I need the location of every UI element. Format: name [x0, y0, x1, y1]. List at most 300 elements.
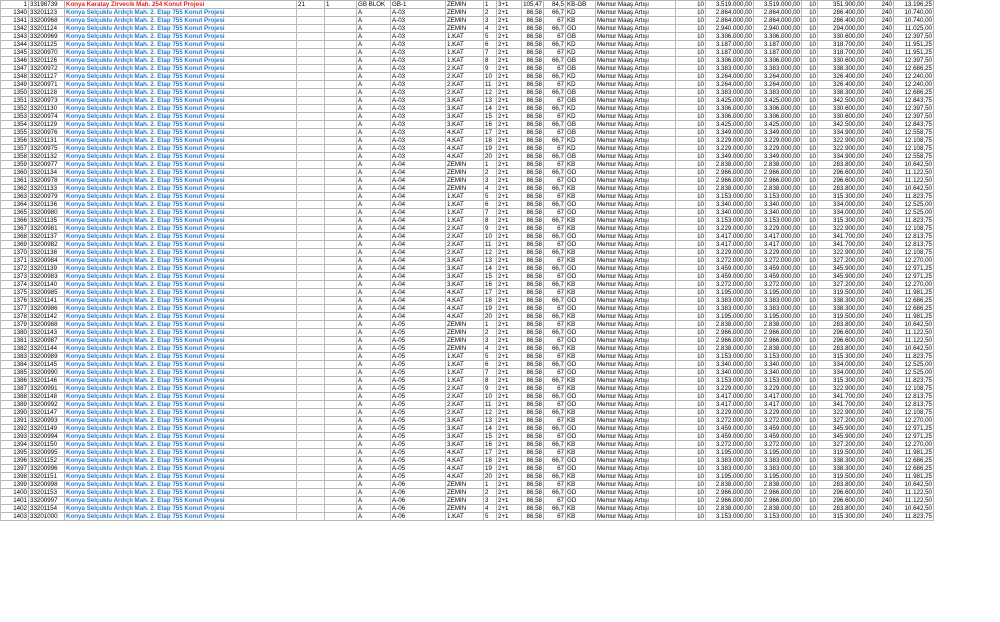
pesinat-oran[interactable]: 10 — [802, 49, 818, 57]
brut-m2[interactable]: 86,58 — [522, 353, 544, 361]
net-m2[interactable]: 67 — [544, 113, 566, 121]
cell-c4[interactable] — [325, 505, 357, 513]
project-name[interactable]: Konya Selçuklu Ardıçlı Mah. 2. Etap 755 Konut Projesi — [65, 17, 297, 25]
cephe[interactable]: KB — [566, 321, 596, 329]
unit-code[interactable]: 33201143 — [29, 329, 65, 337]
pesinat-tutar[interactable]: 283.800,00 — [818, 481, 866, 489]
taksit-tutar[interactable]: 11.981,25 — [894, 313, 934, 321]
sozlesme-turu[interactable]: Memur Maaş Artışı — [596, 1, 676, 9]
unit-code[interactable]: 33201145 — [29, 361, 65, 369]
row-number[interactable]: 1349 — [1, 81, 29, 89]
brut-m2[interactable]: 86,58 — [522, 137, 544, 145]
sozlesme-turu[interactable]: Memur Maaş Artışı — [596, 185, 676, 193]
kalan-tutar[interactable]: 3.383.000,00 — [754, 65, 802, 73]
taksit-sayisi[interactable]: 240 — [866, 497, 894, 505]
blok[interactable]: A-04 — [391, 305, 446, 313]
satis-fiyati[interactable]: 2.838.000,00 — [706, 161, 754, 169]
unit-code[interactable]: 33200973 — [29, 97, 65, 105]
daire-no[interactable]: 6 — [484, 361, 497, 369]
oda-sayisi[interactable]: 2+1 — [497, 313, 522, 321]
taksit[interactable]: 10 — [676, 449, 706, 457]
sozlesme-turu[interactable]: Memur Maaş Artışı — [596, 217, 676, 225]
pesinat-oran[interactable]: 10 — [802, 17, 818, 25]
cephe[interactable]: GD — [566, 201, 596, 209]
cell-c3[interactable] — [297, 305, 325, 313]
kat[interactable]: 3.KAT — [446, 417, 484, 425]
blok-label[interactable]: A — [357, 57, 391, 65]
brut-m2[interactable]: 86,58 — [522, 425, 544, 433]
taksit-sayisi[interactable]: 240 — [866, 393, 894, 401]
cell-c4[interactable] — [325, 209, 357, 217]
taksit[interactable]: 10 — [676, 473, 706, 481]
satis-fiyati[interactable]: 2.864.000,00 — [706, 17, 754, 25]
brut-m2[interactable]: 86,58 — [522, 185, 544, 193]
kalan-tutar[interactable]: 3.229.000,00 — [754, 409, 802, 417]
taksit-tutar[interactable]: 10.740,00 — [894, 17, 934, 25]
unit-code[interactable]: 33201129 — [29, 121, 65, 129]
kalan-tutar[interactable]: 3.383.000,00 — [754, 297, 802, 305]
brut-m2[interactable]: 86,58 — [522, 241, 544, 249]
cell-c4[interactable] — [325, 409, 357, 417]
cell-c3[interactable] — [297, 209, 325, 217]
sozlesme-turu[interactable]: Memur Maaş Artışı — [596, 505, 676, 513]
sozlesme-turu[interactable]: Memur Maaş Artışı — [596, 177, 676, 185]
pesinat-oran[interactable]: 10 — [802, 361, 818, 369]
pesinat-tutar[interactable]: 283.800,00 — [818, 161, 866, 169]
daire-no[interactable]: 1 — [484, 161, 497, 169]
cell-c4[interactable] — [325, 425, 357, 433]
oda-sayisi[interactable]: 2+1 — [497, 457, 522, 465]
taksit-tutar[interactable]: 11.981,25 — [894, 473, 934, 481]
cell-c3[interactable] — [297, 281, 325, 289]
kat[interactable]: 2.KAT — [446, 65, 484, 73]
project-name[interactable]: Konya Selçuklu Ardıçlı Mah. 2. Etap 755 Konut Projesi — [65, 257, 297, 265]
pesinat-tutar[interactable]: 345.900,00 — [818, 433, 866, 441]
satis-fiyati[interactable]: 3.349.000,00 — [706, 153, 754, 161]
unit-code[interactable]: 33201127 — [29, 73, 65, 81]
brut-m2[interactable]: 86,58 — [522, 457, 544, 465]
satis-fiyati[interactable]: 2.838.000,00 — [706, 185, 754, 193]
blok[interactable]: A-03 — [391, 33, 446, 41]
taksit[interactable]: 10 — [676, 465, 706, 473]
brut-m2[interactable]: 86,58 — [522, 9, 544, 17]
blok-label[interactable]: A — [357, 33, 391, 41]
oda-sayisi[interactable]: 2+1 — [497, 369, 522, 377]
cephe[interactable]: KB — [566, 161, 596, 169]
net-m2[interactable]: 66,7 — [544, 73, 566, 81]
brut-m2[interactable]: 86,58 — [522, 361, 544, 369]
cell-c4[interactable] — [325, 353, 357, 361]
taksit[interactable]: 10 — [676, 129, 706, 137]
cephe[interactable]: GD — [566, 489, 596, 497]
taksit[interactable]: 10 — [676, 361, 706, 369]
oda-sayisi[interactable]: 2+1 — [497, 497, 522, 505]
taksit-tutar[interactable]: 12.108,75 — [894, 409, 934, 417]
row-number[interactable]: 1358 — [1, 153, 29, 161]
satis-fiyati[interactable]: 3.425.000,00 — [706, 97, 754, 105]
satis-fiyati[interactable]: 3.187.000,00 — [706, 49, 754, 57]
cephe[interactable]: KB — [566, 249, 596, 257]
row-number[interactable]: 1352 — [1, 105, 29, 113]
project-name[interactable]: Konya Selçuklu Ardıçlı Mah. 2. Etap 755 Konut Projesi — [65, 457, 297, 465]
unit-code[interactable]: 33201137 — [29, 233, 65, 241]
kat[interactable]: 2.KAT — [446, 385, 484, 393]
kat[interactable]: 2.KAT — [446, 241, 484, 249]
brut-m2[interactable]: 86,58 — [522, 289, 544, 297]
taksit-sayisi[interactable]: 240 — [866, 121, 894, 129]
daire-no[interactable]: 8 — [484, 217, 497, 225]
cell-c4[interactable]: 1 — [325, 1, 357, 9]
pesinat-tutar[interactable]: 330.600,00 — [818, 33, 866, 41]
sozlesme-turu[interactable]: Memur Maaş Artışı — [596, 281, 676, 289]
project-name[interactable]: Konya Selçuklu Ardıçlı Mah. 2. Etap 755 Konut Projesi — [65, 393, 297, 401]
taksit-tutar[interactable]: 12.397,50 — [894, 57, 934, 65]
blok-label[interactable]: A — [357, 257, 391, 265]
daire-no[interactable]: 5 — [484, 193, 497, 201]
taksit-sayisi[interactable]: 240 — [866, 97, 894, 105]
taksit-sayisi[interactable]: 240 — [866, 1, 894, 9]
taksit-sayisi[interactable]: 240 — [866, 41, 894, 49]
net-m2[interactable]: 66,7 — [544, 249, 566, 257]
cell-c3[interactable] — [297, 33, 325, 41]
satis-fiyati[interactable]: 3.417.000,00 — [706, 401, 754, 409]
cell-c3[interactable] — [297, 321, 325, 329]
blok-label[interactable]: A — [357, 385, 391, 393]
cephe[interactable]: KB — [566, 449, 596, 457]
cell-c3[interactable] — [297, 481, 325, 489]
daire-no[interactable]: 1 — [484, 1, 497, 9]
cell-c4[interactable] — [325, 497, 357, 505]
kat[interactable]: ZEMİN — [446, 505, 484, 513]
taksit-sayisi[interactable]: 240 — [866, 57, 894, 65]
daire-no[interactable]: 18 — [484, 457, 497, 465]
kalan-tutar[interactable]: 3.153.000,00 — [754, 513, 802, 521]
kat[interactable]: ZEMİN — [446, 1, 484, 9]
satis-fiyati[interactable]: 3.229.000,00 — [706, 145, 754, 153]
kat[interactable]: 4.KAT — [446, 473, 484, 481]
satis-fiyati[interactable]: 3.306.000,00 — [706, 105, 754, 113]
net-m2[interactable]: 67 — [544, 353, 566, 361]
taksit-sayisi[interactable]: 240 — [866, 89, 894, 97]
kat[interactable]: 4.KAT — [446, 465, 484, 473]
oda-sayisi[interactable]: 2+1 — [497, 57, 522, 65]
cell-c3[interactable] — [297, 225, 325, 233]
project-name[interactable]: Konya Selçuklu Ardıçlı Mah. 2. Etap 755 Konut Projesi — [65, 193, 297, 201]
cell-c3[interactable] — [297, 97, 325, 105]
taksit-tutar[interactable]: 12.971,25 — [894, 425, 934, 433]
net-m2[interactable]: 67 — [544, 65, 566, 73]
pesinat-oran[interactable]: 10 — [802, 329, 818, 337]
pesinat-oran[interactable]: 10 — [802, 89, 818, 97]
cell-c3[interactable] — [297, 361, 325, 369]
net-m2[interactable]: 66,7 — [544, 329, 566, 337]
row-number[interactable]: 1384 — [1, 361, 29, 369]
kat[interactable]: 2.KAT — [446, 89, 484, 97]
kat[interactable]: ZEMİN — [446, 489, 484, 497]
kat[interactable]: 1.KAT — [446, 33, 484, 41]
unit-code[interactable]: 33200980 — [29, 209, 65, 217]
brut-m2[interactable]: 86,58 — [522, 249, 544, 257]
taksit-tutar[interactable]: 12.108,75 — [894, 249, 934, 257]
blok[interactable]: A-06 — [391, 497, 446, 505]
daire-no[interactable]: 20 — [484, 313, 497, 321]
sozlesme-turu[interactable]: Memur Maaş Artışı — [596, 57, 676, 65]
satis-fiyati[interactable]: 3.349.000,00 — [706, 129, 754, 137]
taksit[interactable]: 10 — [676, 17, 706, 25]
row-number[interactable]: 1370 — [1, 249, 29, 257]
pesinat-oran[interactable]: 10 — [802, 449, 818, 457]
taksit-tutar[interactable]: 12.108,75 — [894, 225, 934, 233]
taksit[interactable]: 10 — [676, 137, 706, 145]
daire-no[interactable]: 5 — [484, 513, 497, 521]
pesinat-oran[interactable]: 10 — [802, 273, 818, 281]
daire-no[interactable]: 10 — [484, 73, 497, 81]
brut-m2[interactable]: 86,58 — [522, 433, 544, 441]
kat[interactable]: 2.KAT — [446, 249, 484, 257]
pesinat-oran[interactable]: 10 — [802, 297, 818, 305]
sozlesme-turu[interactable]: Memur Maaş Artışı — [596, 169, 676, 177]
taksit-sayisi[interactable]: 240 — [866, 425, 894, 433]
kalan-tutar[interactable]: 3.195.000,00 — [754, 449, 802, 457]
unit-code[interactable]: 33200978 — [29, 177, 65, 185]
blok-label[interactable]: A — [357, 9, 391, 17]
row-number[interactable]: 1390 — [1, 409, 29, 417]
row-number[interactable]: 1380 — [1, 329, 29, 337]
blok[interactable]: A-04 — [391, 281, 446, 289]
taksit-sayisi[interactable]: 240 — [866, 81, 894, 89]
sozlesme-turu[interactable]: Memur Maaş Artışı — [596, 257, 676, 265]
taksit-sayisi[interactable]: 240 — [866, 297, 894, 305]
unit-code[interactable]: 33200986 — [29, 305, 65, 313]
daire-no[interactable]: 7 — [484, 369, 497, 377]
net-m2[interactable]: 66,7 — [544, 345, 566, 353]
oda-sayisi[interactable]: 2+1 — [497, 409, 522, 417]
satis-fiyati[interactable]: 2.966.000,00 — [706, 337, 754, 345]
pesinat-tutar[interactable]: 322.900,00 — [818, 385, 866, 393]
cell-c3[interactable] — [297, 177, 325, 185]
project-name[interactable]: Konya Selçuklu Ardıçlı Mah. 2. Etap 755 Konut Projesi — [65, 73, 297, 81]
net-m2[interactable]: 67 — [544, 257, 566, 265]
pesinat-oran[interactable]: 10 — [802, 209, 818, 217]
row-number[interactable]: 1398 — [1, 473, 29, 481]
kat[interactable]: 2.KAT — [446, 81, 484, 89]
kat[interactable]: 2.KAT — [446, 409, 484, 417]
cephe[interactable]: KB — [566, 281, 596, 289]
brut-m2[interactable]: 86,58 — [522, 345, 544, 353]
kalan-tutar[interactable]: 3.187.000,00 — [754, 41, 802, 49]
kalan-tutar[interactable]: 3.340.000,00 — [754, 201, 802, 209]
taksit[interactable]: 10 — [676, 513, 706, 521]
satis-fiyati[interactable]: 2.838.000,00 — [706, 481, 754, 489]
blok[interactable]: A-04 — [391, 313, 446, 321]
sozlesme-turu[interactable]: Memur Maaş Artışı — [596, 393, 676, 401]
taksit[interactable]: 10 — [676, 201, 706, 209]
unit-code[interactable]: 33201141 — [29, 297, 65, 305]
brut-m2[interactable]: 86,58 — [522, 73, 544, 81]
daire-no[interactable]: 14 — [484, 425, 497, 433]
daire-no[interactable]: 11 — [484, 241, 497, 249]
kat[interactable]: 1.KAT — [446, 201, 484, 209]
kalan-tutar[interactable]: 3.187.000,00 — [754, 49, 802, 57]
pesinat-oran[interactable]: 10 — [802, 497, 818, 505]
net-m2[interactable]: 66,7 — [544, 137, 566, 145]
blok[interactable]: A-05 — [391, 393, 446, 401]
net-m2[interactable]: 66,7 — [544, 377, 566, 385]
daire-no[interactable]: 5 — [484, 33, 497, 41]
daire-no[interactable]: 3 — [484, 497, 497, 505]
cephe[interactable]: KD — [566, 113, 596, 121]
blok[interactable]: A-03 — [391, 153, 446, 161]
brut-m2[interactable]: 86,58 — [522, 81, 544, 89]
sozlesme-turu[interactable]: Memur Maaş Artışı — [596, 305, 676, 313]
cephe[interactable]: GB — [566, 153, 596, 161]
brut-m2[interactable]: 86,58 — [522, 393, 544, 401]
taksit-sayisi[interactable]: 240 — [866, 457, 894, 465]
row-number[interactable]: 1388 — [1, 393, 29, 401]
net-m2[interactable]: 66,7 — [544, 169, 566, 177]
cephe[interactable]: KB — [566, 473, 596, 481]
daire-no[interactable]: 19 — [484, 145, 497, 153]
project-name[interactable]: Konya Selçuklu Ardıçlı Mah. 2. Etap 755 Konut Projesi — [65, 145, 297, 153]
cephe[interactable]: GD — [566, 265, 596, 273]
brut-m2[interactable]: 86,58 — [522, 265, 544, 273]
brut-m2[interactable]: 86,58 — [522, 313, 544, 321]
sozlesme-turu[interactable]: Memur Maaş Artışı — [596, 265, 676, 273]
taksit[interactable]: 10 — [676, 161, 706, 169]
pesinat-tutar[interactable]: 315.300,00 — [818, 377, 866, 385]
unit-code[interactable]: 33201147 — [29, 409, 65, 417]
cell-c3[interactable] — [297, 465, 325, 473]
cephe[interactable]: GD — [566, 425, 596, 433]
row-number[interactable]: 1401 — [1, 497, 29, 505]
kat[interactable]: 1.KAT — [446, 377, 484, 385]
kalan-tutar[interactable]: 3.229.000,00 — [754, 385, 802, 393]
kalan-tutar[interactable]: 3.417.000,00 — [754, 393, 802, 401]
cell-c3[interactable] — [297, 505, 325, 513]
pesinat-oran[interactable]: 10 — [802, 481, 818, 489]
brut-m2[interactable]: 86,58 — [522, 409, 544, 417]
taksit-tutar[interactable]: 12.813,75 — [894, 233, 934, 241]
taksit[interactable]: 10 — [676, 265, 706, 273]
satis-fiyati[interactable]: 2.838.000,00 — [706, 505, 754, 513]
net-m2[interactable]: 67 — [544, 513, 566, 521]
pesinat-tutar[interactable]: 338.300,00 — [818, 89, 866, 97]
blok[interactable]: A-04 — [391, 273, 446, 281]
blok-label[interactable]: A — [357, 185, 391, 193]
kat[interactable]: ZEMİN — [446, 345, 484, 353]
taksit-tutar[interactable]: 11.823,75 — [894, 377, 934, 385]
pesinat-tutar[interactable]: 315.300,00 — [818, 513, 866, 521]
oda-sayisi[interactable]: 2+1 — [497, 401, 522, 409]
blok-label[interactable]: A — [357, 481, 391, 489]
row-number[interactable]: 1403 — [1, 513, 29, 521]
kalan-tutar[interactable]: 3.383.000,00 — [754, 305, 802, 313]
project-name[interactable]: Konya Selçuklu Ardıçlı Mah. 2. Etap 755 Konut Projesi — [65, 233, 297, 241]
taksit-tutar[interactable]: 10.740,00 — [894, 9, 934, 17]
cell-c3[interactable] — [297, 73, 325, 81]
satis-fiyati[interactable]: 3.459.000,00 — [706, 265, 754, 273]
oda-sayisi[interactable]: 2+1 — [497, 97, 522, 105]
taksit[interactable]: 10 — [676, 217, 706, 225]
kat[interactable]: 2.KAT — [446, 233, 484, 241]
pesinat-oran[interactable]: 10 — [802, 385, 818, 393]
satis-fiyati[interactable]: 2.966.000,00 — [706, 329, 754, 337]
taksit-tutar[interactable]: 12.686,25 — [894, 297, 934, 305]
cephe[interactable]: KB-GB — [566, 1, 596, 9]
taksit-sayisi[interactable]: 240 — [866, 209, 894, 217]
taksit[interactable]: 10 — [676, 353, 706, 361]
unit-code[interactable]: 33200988 — [29, 321, 65, 329]
satis-fiyati[interactable]: 3.264.000,00 — [706, 81, 754, 89]
sozlesme-turu[interactable]: Memur Maaş Artışı — [596, 9, 676, 17]
satis-fiyati[interactable]: 3.229.000,00 — [706, 385, 754, 393]
sozlesme-turu[interactable]: Memur Maaş Artışı — [596, 433, 676, 441]
cell-c4[interactable] — [325, 97, 357, 105]
taksit[interactable]: 10 — [676, 505, 706, 513]
blok-label[interactable]: A — [357, 129, 391, 137]
taksit[interactable]: 10 — [676, 369, 706, 377]
taksit-sayisi[interactable]: 240 — [866, 137, 894, 145]
taksit[interactable]: 10 — [676, 417, 706, 425]
pesinat-tutar[interactable]: 327.200,00 — [818, 257, 866, 265]
blok-label[interactable]: A — [357, 313, 391, 321]
unit-code[interactable]: 33200996 — [29, 465, 65, 473]
kat[interactable]: ZEMİN — [446, 337, 484, 345]
daire-no[interactable]: 12 — [484, 89, 497, 97]
kalan-tutar[interactable]: 3.459.000,00 — [754, 273, 802, 281]
pesinat-tutar[interactable]: 315.300,00 — [818, 217, 866, 225]
project-name[interactable]: Konya Selçuklu Ardıçlı Mah. 2. Etap 755 Konut Projesi — [65, 273, 297, 281]
brut-m2[interactable]: 86,58 — [522, 161, 544, 169]
unit-code[interactable]: 33201140 — [29, 281, 65, 289]
taksit[interactable]: 10 — [676, 97, 706, 105]
cell-c3[interactable] — [297, 137, 325, 145]
blok[interactable]: A-05 — [391, 345, 446, 353]
project-name[interactable]: Konya Selçuklu Ardıçlı Mah. 2. Etap 755 Konut Projesi — [65, 185, 297, 193]
pesinat-tutar[interactable]: 330.600,00 — [818, 105, 866, 113]
row-number[interactable]: 1363 — [1, 193, 29, 201]
blok-label[interactable]: A — [357, 17, 391, 25]
cell-c4[interactable] — [325, 241, 357, 249]
satis-fiyati[interactable]: 3.153.000,00 — [706, 193, 754, 201]
row-number[interactable]: 1379 — [1, 321, 29, 329]
cephe[interactable]: GD — [566, 305, 596, 313]
project-name[interactable]: Konya Selçuklu Ardıçlı Mah. 2. Etap 755 Konut Projesi — [65, 41, 297, 49]
row-number[interactable]: 1367 — [1, 225, 29, 233]
cell-c4[interactable] — [325, 313, 357, 321]
kalan-tutar[interactable]: 3.425.000,00 — [754, 97, 802, 105]
row-number[interactable]: 1359 — [1, 161, 29, 169]
project-name[interactable]: Konya Selçuklu Ardıçlı Mah. 2. Etap 755 Konut Projesi — [65, 441, 297, 449]
cell-c4[interactable] — [325, 145, 357, 153]
kalan-tutar[interactable]: 3.229.000,00 — [754, 249, 802, 257]
project-name[interactable]: Konya Selçuklu Ardıçlı Mah. 2. Etap 755 Konut Projesi — [65, 369, 297, 377]
kalan-tutar[interactable]: 3.272.000,00 — [754, 281, 802, 289]
taksit-tutar[interactable]: 12.971,25 — [894, 265, 934, 273]
oda-sayisi[interactable]: 2+1 — [497, 465, 522, 473]
cephe[interactable]: KB — [566, 353, 596, 361]
kalan-tutar[interactable]: 3.153.000,00 — [754, 217, 802, 225]
brut-m2[interactable]: 86,58 — [522, 193, 544, 201]
oda-sayisi[interactable]: 2+1 — [497, 17, 522, 25]
brut-m2[interactable]: 105,47 — [523, 1, 542, 8]
unit-code[interactable]: 33201132 — [29, 153, 65, 161]
taksit-tutar[interactable]: 12.686,25 — [894, 89, 934, 97]
net-m2[interactable]: 67 — [544, 369, 566, 377]
taksit[interactable]: 10 — [676, 409, 706, 417]
satis-fiyati[interactable]: 3.519.000,00 — [706, 1, 754, 9]
brut-m2[interactable]: 86,58 — [522, 209, 544, 217]
